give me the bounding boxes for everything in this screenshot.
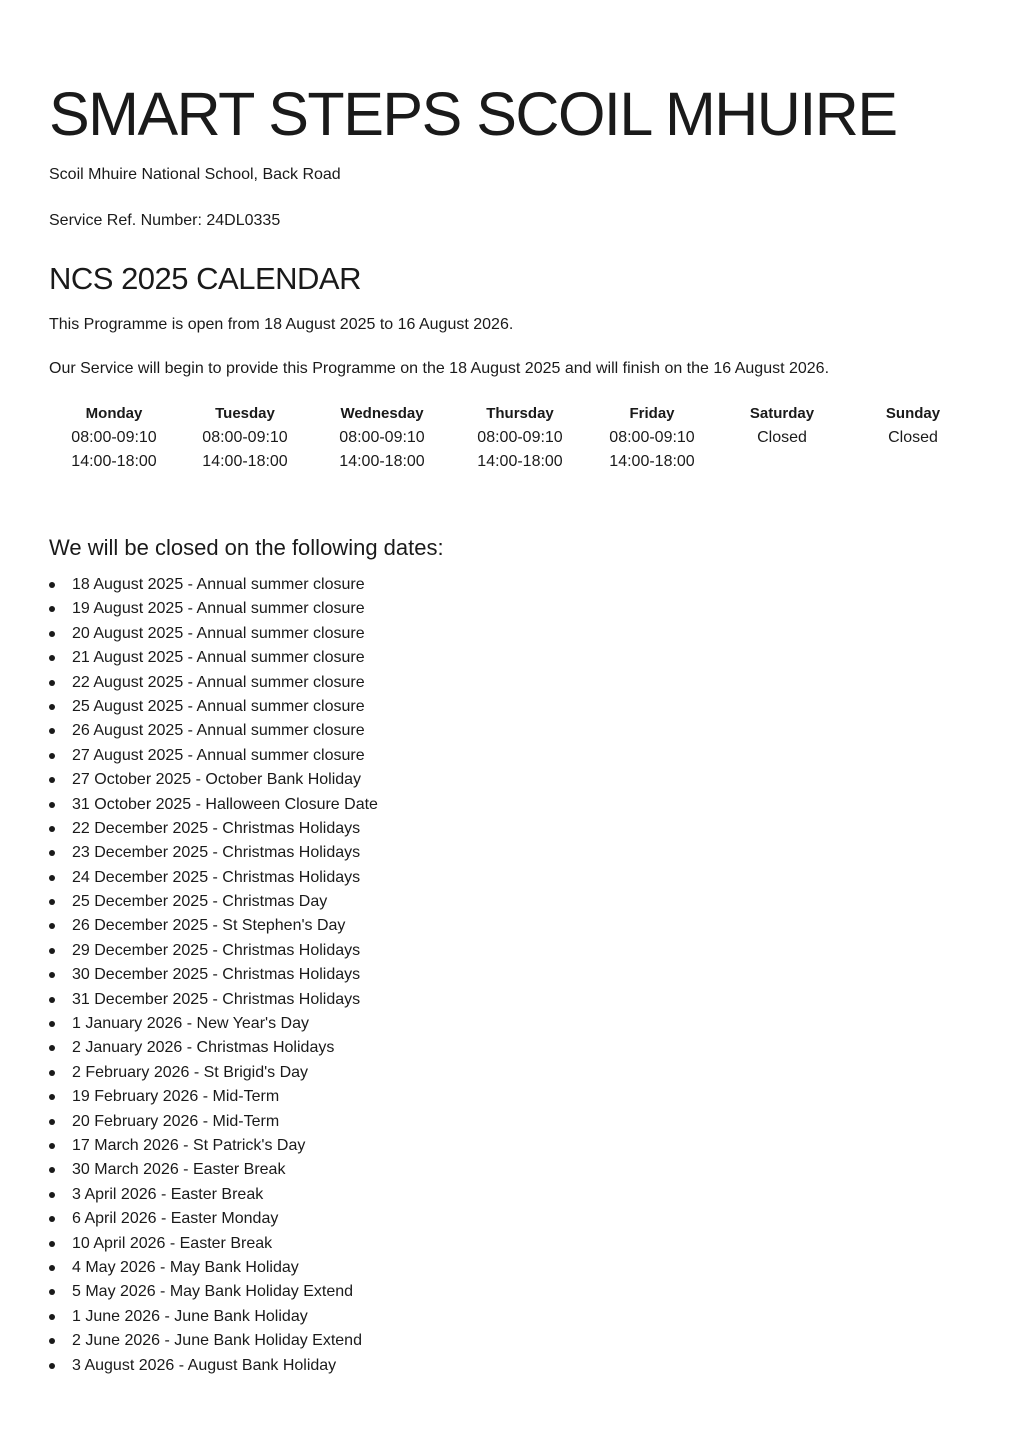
closure-date-text: 30 December 2025 - Christmas Holidays [72, 966, 361, 984]
closure-date-text: 31 October 2025 - Halloween Closure Date [72, 795, 378, 813]
closure-date-text: 27 August 2025 - Annual summer closure [72, 746, 365, 764]
day-name: Thursday [486, 405, 554, 422]
bullet-icon [49, 1119, 55, 1125]
day-name: Monday [85, 405, 143, 422]
list-item [49, 719, 378, 743]
list-item [49, 817, 378, 841]
list-item [49, 1207, 378, 1231]
time-slot: Closed [757, 429, 807, 446]
list-item [49, 573, 378, 597]
closure-date-text: 1 June 2026 - June Bank Holiday [72, 1307, 308, 1325]
bullet-icon [49, 1338, 55, 1344]
closure-date-text: 10 April 2026 - Easter Break [72, 1234, 273, 1252]
bullet-icon [49, 777, 55, 783]
page-title: SMART STEPS SCOIL MHUIRE [49, 80, 897, 148]
programme-open-text: This Programme is open from 18 August 2025 to 16 August 2026. [49, 316, 514, 333]
bullet-icon [49, 1070, 55, 1076]
closure-date-text: 30 March 2026 - Easter Break [72, 1161, 286, 1179]
closure-date-text: 20 August 2025 - Annual summer closure [72, 624, 365, 642]
day-name: Friday [629, 405, 675, 422]
list-item [49, 646, 378, 670]
closure-date-text: 21 August 2025 - Annual summer closure [72, 649, 365, 667]
opening-hours-table [49, 402, 979, 478]
bullet-icon [49, 923, 55, 929]
list-item [49, 841, 378, 865]
bullet-icon [49, 1045, 55, 1051]
list-item [49, 622, 378, 646]
bullet-icon [49, 802, 55, 808]
day-column-friday [587, 402, 717, 474]
list-item [49, 1232, 378, 1256]
list-item [49, 866, 378, 890]
closure-date-text: 22 December 2025 - Christmas Holidays [72, 819, 361, 837]
day-column-sunday [848, 402, 978, 450]
list-item [49, 890, 378, 914]
time-slot: 14:00-18:00 [71, 453, 157, 470]
closure-date-text: 31 December 2025 - Christmas Holidays [72, 990, 361, 1008]
closure-date-text: 3 April 2026 - Easter Break [72, 1185, 264, 1203]
bullet-icon [49, 1143, 55, 1149]
closure-date-text: 24 December 2025 - Christmas Holidays [72, 868, 361, 886]
bullet-icon [49, 1241, 55, 1247]
closure-date-text: 19 February 2026 - Mid-Term [72, 1088, 280, 1106]
list-item [49, 744, 378, 768]
list-item [49, 671, 378, 695]
closure-date-text: 25 August 2025 - Annual summer closure [72, 697, 365, 715]
closure-date-text: 19 August 2025 - Annual summer closure [72, 600, 365, 618]
calendar-title: NCS 2025 CALENDAR [49, 261, 361, 296]
bullet-icon [49, 1167, 55, 1173]
closure-date-text: 29 December 2025 - Christmas Holidays [72, 941, 361, 959]
list-item [49, 597, 378, 621]
closure-date-text: 5 May 2026 - May Bank Holiday Extend [72, 1283, 354, 1301]
bullet-icon [49, 680, 55, 686]
list-item [49, 1036, 378, 1060]
list-item [49, 914, 378, 938]
closure-date-text: 6 April 2026 - Easter Monday [72, 1210, 279, 1228]
closures-heading: We will be closed on the following dates: [49, 535, 444, 560]
list-item [49, 768, 378, 792]
day-name: Saturday [749, 405, 815, 422]
list-item [49, 988, 378, 1012]
list-item [49, 1158, 378, 1182]
bullet-icon [49, 606, 55, 612]
list-item [49, 963, 378, 987]
day-column-wednesday [317, 402, 447, 474]
bullet-icon [49, 704, 55, 710]
list-item [49, 1183, 378, 1207]
list-item [49, 1280, 378, 1304]
time-slot: 08:00-09:10 [71, 429, 157, 446]
day-column-thursday [455, 402, 585, 474]
time-slot: 14:00-18:00 [609, 453, 695, 470]
closure-date-text: 4 May 2026 - May Bank Holiday [72, 1258, 299, 1276]
closure-date-text: 23 December 2025 - Christmas Holidays [72, 844, 361, 862]
closure-date-text: 26 August 2025 - Annual summer closure [72, 722, 365, 740]
list-item [49, 1012, 378, 1036]
closure-date-text: 2 January 2026 - Christmas Holidays [72, 1039, 335, 1057]
closure-date-text: 2 June 2026 - June Bank Holiday Extend [72, 1332, 362, 1350]
closure-date-text: 27 October 2025 - October Bank Holiday [72, 771, 362, 789]
day-name: Tuesday [215, 405, 275, 422]
bullet-icon [49, 1021, 55, 1027]
closure-date-text: 22 August 2025 - Annual summer closure [72, 673, 365, 691]
closure-date-text: 20 February 2026 - Mid-Term [72, 1112, 280, 1130]
list-item [49, 695, 378, 719]
closure-date-text: 1 January 2026 - New Year's Day [72, 1015, 309, 1033]
bullet-icon [49, 850, 55, 856]
bullet-icon [49, 875, 55, 881]
list-item [49, 1085, 378, 1109]
bullet-icon [49, 997, 55, 1003]
bullet-icon [49, 948, 55, 954]
list-item [49, 1134, 378, 1158]
day-name: Wednesday [340, 405, 424, 422]
list-item [49, 939, 378, 963]
day-column-tuesday [180, 402, 310, 474]
bullet-icon [49, 826, 55, 832]
bullet-icon [49, 1289, 55, 1295]
time-slot: 14:00-18:00 [477, 453, 563, 470]
closure-date-text: 2 February 2026 - St Brigid's Day [72, 1063, 309, 1081]
bullet-icon [49, 1314, 55, 1320]
day-column-saturday [717, 402, 847, 450]
day-column-monday [49, 402, 179, 474]
list-item [49, 1354, 378, 1378]
time-slot: Closed [888, 429, 938, 446]
closure-date-text: 25 December 2025 - Christmas Day [72, 893, 328, 911]
bullet-icon [49, 582, 55, 588]
closure-date-text: 17 March 2026 - St Patrick's Day [72, 1136, 306, 1154]
time-slot: 08:00-09:10 [339, 429, 425, 446]
bullet-icon [49, 753, 55, 759]
list-item [49, 1256, 378, 1280]
list-item [49, 1061, 378, 1085]
closure-date-text: 26 December 2025 - St Stephen's Day [72, 917, 346, 935]
bullet-icon [49, 728, 55, 734]
closures-list [49, 573, 378, 1378]
service-ref-number: Service Ref. Number: 24DL0335 [49, 212, 281, 229]
closure-date-text: 18 August 2025 - Annual summer closure [72, 576, 365, 593]
time-slot: 14:00-18:00 [202, 453, 288, 470]
list-item [49, 1110, 378, 1134]
bullet-icon [49, 1192, 55, 1198]
programme-provide-text: Our Service will begin to provide this Programme on the 18 August 2025 and will finish on the 16 August 2026. [49, 360, 830, 377]
bullet-icon [49, 1363, 55, 1369]
bullet-icon [49, 899, 55, 905]
time-slot: 08:00-09:10 [202, 429, 288, 446]
bullet-icon [49, 1094, 55, 1100]
bullet-icon [49, 1265, 55, 1271]
bullet-icon [49, 1216, 55, 1222]
bullet-icon [49, 972, 55, 978]
time-slot: 14:00-18:00 [339, 453, 425, 470]
time-slot: 08:00-09:10 [609, 429, 695, 446]
bullet-icon [49, 631, 55, 637]
list-item [49, 1329, 378, 1353]
school-address: Scoil Mhuire National School, Back Road [49, 166, 341, 183]
day-name: Sunday [885, 405, 941, 422]
closure-date-text: 3 August 2026 - August Bank Holiday [72, 1356, 337, 1374]
list-item [49, 1305, 378, 1329]
bullet-icon [49, 655, 55, 661]
list-item [49, 793, 378, 817]
time-slot: 08:00-09:10 [477, 429, 563, 446]
